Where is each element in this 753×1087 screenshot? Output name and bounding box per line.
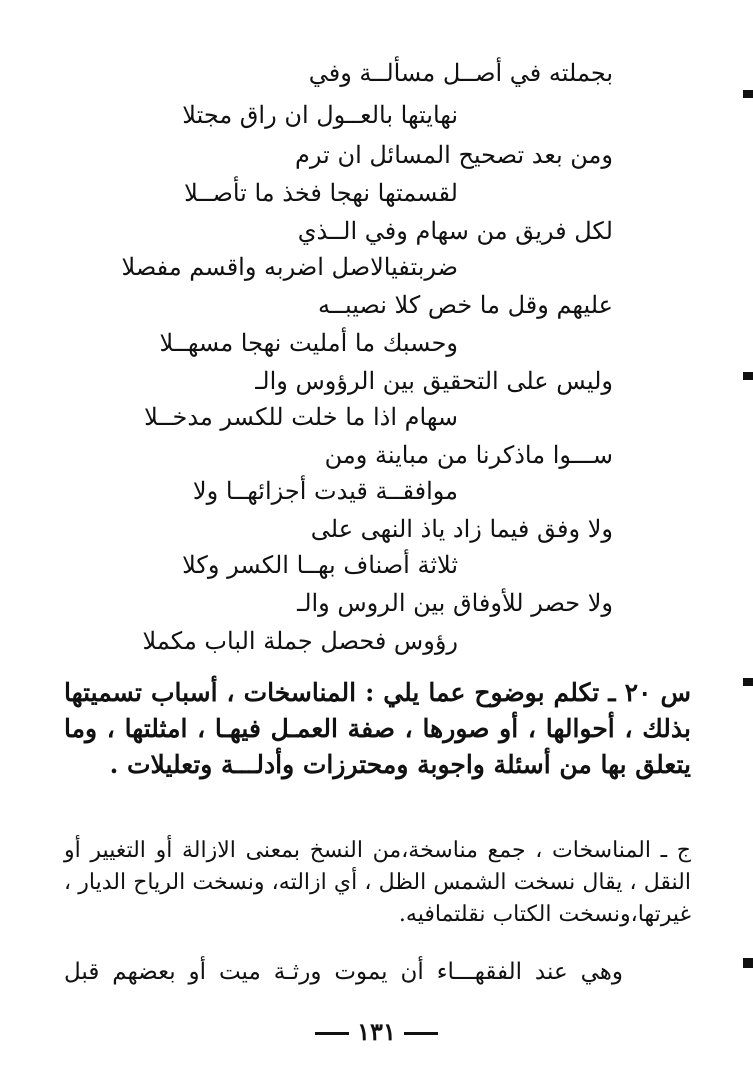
poem-line-16: رؤوس فحصل جملة الباب مكملا [142,627,458,655]
page-number [0,1017,753,1046]
poem-line-4: لقسمتها نهجا فخذ ما تأصــلا [184,179,458,207]
page-number-value: ١٣١ [357,1017,396,1046]
poem-line-10: سهام اذا ما خلت للكسر مدخــلا [144,403,458,431]
poem-line-5: لكل فريق من سهام وفي الــذي [297,217,613,245]
poem-line-1: بجملته في أصــل مسألــة وفي [308,59,613,87]
poem-line-7: عليهم وقل ما خص كلا نصيبــه [318,291,613,319]
poem-line-3: ومن بعد تصحيح المسائل ان ترم [295,141,613,169]
answer-paragraph: ج ـ المناسخات ، جمع مناسخة،من النسخ بمعنى الازالة أو التغيير أو النقل ، يقال نسخت الشمس الظل ، أي ازالته، ونسخت الرياح الديار ، غيرتها،ونسخت الكتاب نقلتمافيه. [64,838,691,927]
margin-mark-4 [743,958,753,968]
poem-line-13: ولا وفق فيما زاد ياذ النهى على [310,515,613,543]
margin-mark-3 [743,678,753,686]
question-paragraph: س ٢٠ ـ تكلم بوضوح عما يلي : المناسخات ، أسباب تسميتها بذلك ، أحوالها ، أو صورها ، صفة العمـل فيهـا ، امثلتها ، وما يتعلق بها من أسئلة واجوبة ومحترزات وأدلـــة وتعليلات . [64,678,691,779]
margin-mark-2 [743,372,753,380]
page-number-dash-left [315,1032,349,1035]
poem-line-9: وليس على التحقيق بين الرؤوس والـ [255,367,613,395]
poem-line-8: وحسبك ما أمليت نهجا مسهــلا [159,329,458,357]
poem-line-11: ســـوا ماذكرنا من مباينة ومن [324,441,613,469]
poem-line-6: ضربتفيالاصل اضربه واقسم مفصلا [121,253,458,281]
poem-line-14: ثلاثة أصناف بهــا الكسر وكلا [182,551,458,579]
poem-line-2: نهايتها بالعــول ان راق مجتلا [182,101,458,129]
page-number-dash-right [404,1032,438,1035]
poem-line-12: موافقــة قيدت أجزائهــا ولا [192,477,458,505]
margin-mark-1 [743,90,753,98]
answer-continuation-line: وهي عند الفقهـــاء أن يموت ورثـة ميت أو بعضهم قبل [64,959,623,985]
poem-line-15: ولا حصر للأوفاق بين الروس والـ [297,589,613,617]
